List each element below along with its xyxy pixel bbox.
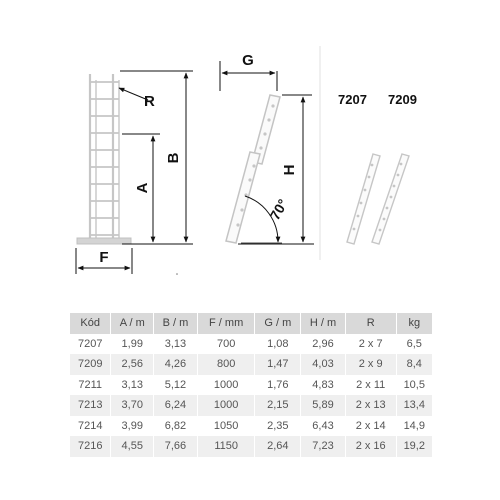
cell: 7,66 <box>154 436 198 457</box>
cell: 6,43 <box>301 416 346 437</box>
header-a: A / m <box>111 313 154 334</box>
model-7207-label: 7207 <box>338 92 367 107</box>
cell: 700 <box>197 334 255 355</box>
cell: 2,15 <box>255 395 301 416</box>
table-row <box>70 436 432 457</box>
cell: 1,47 <box>255 354 301 375</box>
cell: 2 x 7 <box>345 334 396 355</box>
cell: 4,26 <box>154 354 198 375</box>
cell: 8,4 <box>406 358 422 371</box>
model-7209-section <box>372 154 409 244</box>
header-code: Kód <box>70 313 111 334</box>
cell: 3,70 <box>111 395 154 416</box>
header-r: R <box>345 313 396 334</box>
cell: 2 x 9 <box>345 354 396 375</box>
cell: 1,76 <box>255 375 301 396</box>
cell: 7,23 <box>301 436 346 457</box>
table-row <box>70 395 432 416</box>
spec-table <box>70 313 432 457</box>
cell: 6,82 <box>154 416 198 437</box>
cell: 7211 <box>70 375 111 396</box>
header-kg: kg <box>408 317 421 330</box>
cell: 2 x 13 <box>345 395 396 416</box>
header-h: H / m <box>301 313 346 334</box>
cell: 7213 <box>70 395 111 416</box>
cell: 1,99 <box>111 334 154 355</box>
cell: 3,13 <box>154 334 198 355</box>
cell: 1000 <box>197 375 255 396</box>
table-row <box>70 354 432 375</box>
cell: 2,64 <box>255 436 301 457</box>
cell: 2,56 <box>111 354 154 375</box>
label-angle: 70° <box>266 196 291 223</box>
cell: 1,08 <box>255 334 301 355</box>
cell: 6,24 <box>154 395 198 416</box>
cell: 2 x 11 <box>345 375 396 396</box>
cell: 3,13 <box>111 375 154 396</box>
table-row <box>70 334 432 355</box>
table-header-row <box>70 313 432 334</box>
header-g: G / m <box>255 313 301 334</box>
cell: 4,55 <box>111 436 154 457</box>
model-7209-label: 7209 <box>388 92 417 107</box>
cell: 2 x 16 <box>345 436 396 457</box>
label-h: H <box>281 164 298 176</box>
header-f: F / mm <box>197 313 255 334</box>
cell: 7214 <box>70 416 111 437</box>
cell: 5,89 <box>301 395 346 416</box>
label-g: G <box>242 52 254 69</box>
model-7207-section <box>347 154 380 244</box>
label-r: R <box>144 93 155 110</box>
cell: 3,99 <box>111 416 154 437</box>
label-b: B <box>165 152 182 164</box>
cell: 2,35 <box>255 416 301 437</box>
cell: 4,03 <box>301 354 346 375</box>
cell: 7216 <box>70 436 111 457</box>
table-row <box>70 416 432 437</box>
cell: 800 <box>197 354 255 375</box>
cell: 1000 <box>197 395 255 416</box>
cell: 13,4 <box>403 399 425 412</box>
header-b: B / m <box>154 313 198 334</box>
cell: 2,96 <box>301 334 346 355</box>
cell: 1050 <box>197 416 255 437</box>
side-view-ladder <box>226 95 280 243</box>
cell: 19,2 <box>403 440 425 453</box>
cell: 7209 <box>70 354 111 375</box>
cell: 6,5 <box>406 337 422 350</box>
label-a: A <box>134 182 151 194</box>
label-f: F <box>99 249 109 266</box>
cell: 14,9 <box>403 419 425 432</box>
front-view-ladder <box>77 74 131 244</box>
cell: 2 x 14 <box>345 416 396 437</box>
cell: 4,83 <box>301 375 346 396</box>
cell: 10,5 <box>403 378 425 391</box>
cell: 1150 <box>197 436 255 457</box>
cell: 7207 <box>70 334 111 355</box>
cell: 5,12 <box>154 375 198 396</box>
table-row <box>70 375 432 396</box>
